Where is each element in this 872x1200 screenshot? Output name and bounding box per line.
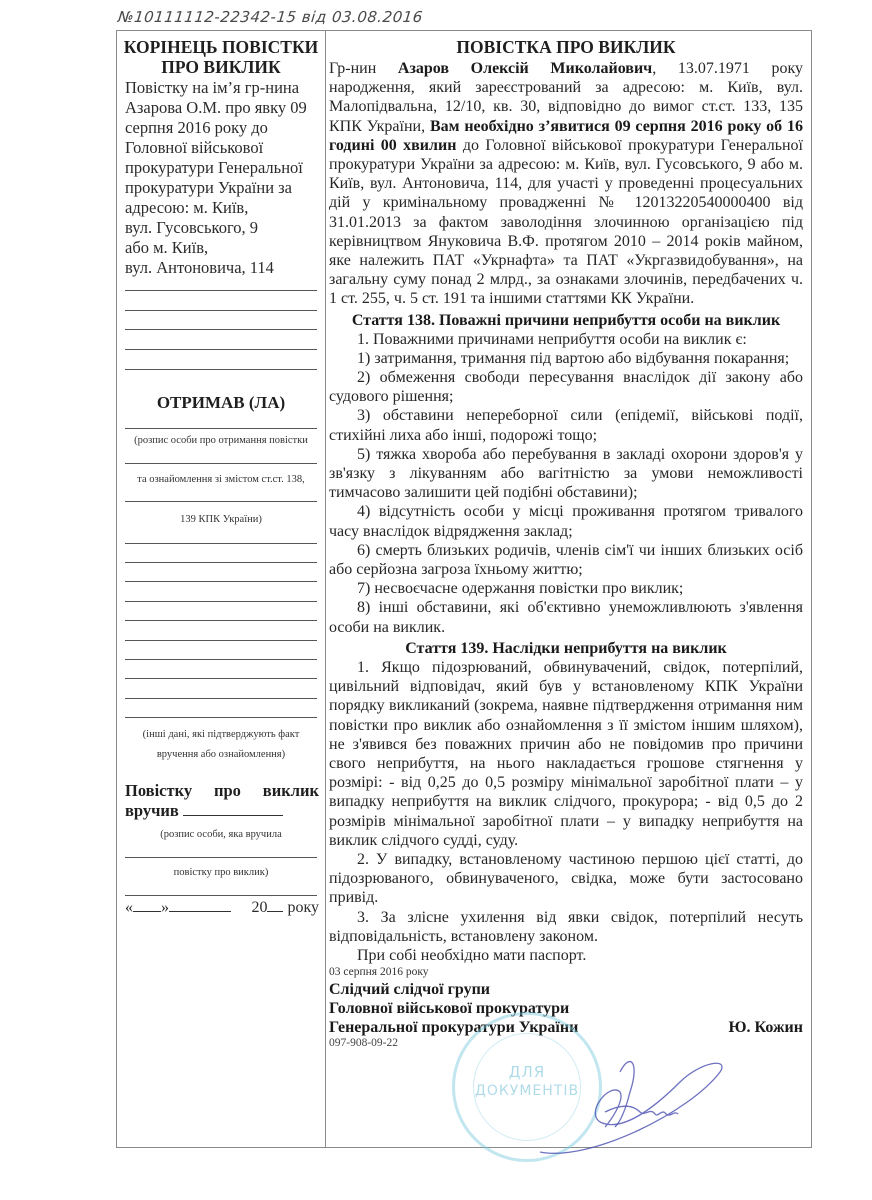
article-138-item: 7) несвоєчасне одержання повістки про виклик; xyxy=(357,580,684,598)
other-data-caption: (інші дані, які підтверджують факт xyxy=(142,729,300,740)
other-data-caption: вручення або ознайомлення) xyxy=(156,749,286,760)
intro-text: , 13.07.1971 року народження, який зареєстрований за адресою: м. Київ, вул. Малопідвальна, 12/10, кв. 30, відповідно до вимог ст.ст. 133, 135 КПК України, xyxy=(329,60,803,135)
summons-title: ПОВІСТКА ПРО ВИКЛИК xyxy=(456,37,676,57)
stub-text-line: прокуратури України за xyxy=(125,178,292,197)
stub-text-line: Повістку на ім’я гр-нина xyxy=(125,78,300,97)
blank-line xyxy=(125,369,317,370)
article-138-item: 3) обставини непереборної сили (епідемії, військові події, стихійні лиха або інші, подорожі тощо; xyxy=(329,407,803,444)
stub-text-line: вул. Гусовського, 9 xyxy=(125,218,259,237)
blank-line xyxy=(125,349,317,350)
delivery-date-field xyxy=(125,897,319,917)
signatory-title: Генеральної прокуратури України xyxy=(329,1019,579,1037)
delivered-caption: повістку про виклик) xyxy=(173,867,269,878)
signatory-name: Ю. Кожин xyxy=(728,1019,803,1037)
blank-line xyxy=(125,640,317,641)
stamp-text: ДЛЯ xyxy=(508,1063,546,1081)
date-quote: » xyxy=(161,899,169,916)
contact-phone: 097-908-09-22 xyxy=(329,1037,398,1050)
stub-text-line: або м. Київ, xyxy=(125,238,209,257)
signature-line xyxy=(125,895,317,896)
person-name: Азаров Олексій Миколайович xyxy=(397,60,653,77)
blank-line xyxy=(125,290,317,291)
passport-note: При собі необхідно мати паспорт. xyxy=(357,946,587,964)
blank-line xyxy=(125,562,317,563)
article-138-title: Стаття 138. Поважні причини неприбуття особи на виклик xyxy=(351,311,781,329)
year-suffix: року xyxy=(287,899,319,916)
year-blank xyxy=(267,897,283,912)
article-138-item: 6) смерть близьких родичів, членів сім'ї чи інших близьких осіб або серйозна загроза їхньому життю; xyxy=(329,541,803,579)
stub-text-line: прокуратури Генеральної xyxy=(125,158,303,177)
issue-date: 03 серпня 2016 року xyxy=(329,966,429,979)
blank-line xyxy=(125,543,317,544)
summons-intro xyxy=(329,59,803,309)
blank-line xyxy=(125,698,317,699)
stub-title-line1: КОРІНЕЦЬ ПОВІСТКИ xyxy=(123,37,319,57)
signatory-title: Слідчий слідчої групи xyxy=(329,981,491,999)
blank-line xyxy=(125,659,317,660)
stamp-text: ДОКУМЕНТІВ xyxy=(474,1083,580,1099)
article-139-item: 3. За злісне ухилення від явки свідок, потерпілий несуть відповідальність, встановлену законом. xyxy=(329,908,803,945)
stub-text-line: вул. Антоновича, 114 xyxy=(125,258,274,277)
blank-line xyxy=(125,717,317,718)
article-138-item: 1. Поважними причинами неприбуття особи на виклик є: xyxy=(357,330,747,348)
signature-caption: (розпис особи про отримання повістки xyxy=(134,435,308,446)
stub-text-line: серпня 2016 року до xyxy=(125,118,268,137)
stub-title xyxy=(123,37,319,77)
signature-line xyxy=(125,463,317,464)
intro-text: до Головної військової прокуратури Генеральної прокуратури України за адресою: м. Київ, вул. Гусовського, 9 або м. Київ, вул. Антоновича, 114, для участі у проведенні процесуальних дій у кримінальному провадженні № 12013220540000400 від 31.01.2013 за фактом заволодіння злочинною організацією під керівництвом Януковича В.Ф. протягом 2010 – 2014 років майном, яке належить ПАТ «Укрнафта» та ПАТ «Укргазвидобування», на загальну суму понад 2 млрд., за ознаками злочинів, передбачених ч. 1 ст. 255, ч. 5 ст. 191 та іншими статтями КК України. xyxy=(329,136,803,308)
signature-icon xyxy=(530,1052,730,1162)
blank-line xyxy=(125,620,317,621)
delivered-by-label xyxy=(125,781,319,821)
stub-description xyxy=(123,78,319,278)
article-138-item: 2) обмеження свободи пересування внаслідок дії закону або судового рішення; xyxy=(329,369,803,406)
delivered-word: виклик xyxy=(262,781,319,800)
blank-line xyxy=(125,329,317,330)
signature-line xyxy=(125,857,317,858)
article-139-item: 2. У випадку, встановленому частиною першою цієї статті, до підозрюваного, обвинуваченого, свідка, може бути застосовано привід. xyxy=(329,850,803,907)
summons-body xyxy=(329,31,803,1049)
signature-line xyxy=(125,428,317,429)
article-138-item: 4) відсутність особи у місці проживання протягом тривалого часу внаслідок відрядження заклад; xyxy=(329,503,803,540)
signature-caption: та ознайомлення зі змістом ст.ст. 138, xyxy=(137,474,305,485)
blank-line xyxy=(125,678,317,679)
received-heading: ОТРИМАВ (ЛА) xyxy=(156,393,286,412)
article-138-item: 1) затримання, тримання під вартою або відбування покарання; xyxy=(357,349,790,367)
stub-text-line: Головної військової xyxy=(125,138,264,157)
blank-line xyxy=(125,310,317,311)
handwritten-registration-number: №10111112-22342-15 від 03.08.2016 xyxy=(117,8,424,26)
signature-line xyxy=(125,501,317,502)
article-138-item: 5) тяжка хвороба або перебування в закладі охорони здоров'я у зв'язку з лікуванням або вагітністю за умови неможливості тимчасово залишити цей подібні обставини); xyxy=(329,445,803,502)
column-divider xyxy=(325,31,326,1147)
signatory-title: Головної військової прокуратури xyxy=(329,1000,570,1018)
stub-text-line: адресою: м. Київ, xyxy=(125,198,249,217)
year-prefix: 20 xyxy=(251,899,268,916)
date-quote: « xyxy=(125,899,133,916)
article-139-item: 1. Якщо підозрюваний, обвинувачений, свідок, потерпілий, цивільний відповідач, який був у встановленому КПК України порядку викликаний (зокрема, наявне підтвердження отримання ним повістки про виклик або ознайомлення з її змістом іншим шляхом), не з'явився без поважних причин або не повідомив про причини свого неприбуття, на нього накладається грошове стягнення у розмірі: - від 0,25 до 0,5 розміру мінімальної заробітної плати – у випадку неприбуття на виклик слідчого, прокурора; - від 0,5 до 2 розмірів мінімальної заробітної плати – у випадку неприбуття на виклик слідчого судді, суду. xyxy=(329,658,803,849)
day-blank xyxy=(133,897,161,912)
article-138-item: 8) інші обставини, які об'єктивно унеможливлюють з'явлення особи на виклик. xyxy=(329,599,803,636)
appointment-time: Вам необхідно з’явитися 09 серпня 2016 року об 16 годині 00 хвилин xyxy=(329,117,804,154)
summons-stub xyxy=(117,31,325,1147)
stub-title-line2: ПРО ВИКЛИК xyxy=(161,57,281,77)
delivered-word: вручив xyxy=(125,801,179,820)
delivered-caption: (розпис особи, яка вручила xyxy=(160,829,282,840)
blank-line xyxy=(125,601,317,602)
month-blank xyxy=(169,897,231,912)
summons-form xyxy=(116,30,812,1148)
article-139-title: Стаття 139. Наслідки неприбуття на виклик xyxy=(405,639,727,657)
stub-text-line: Азарова О.М. про явку 09 xyxy=(125,98,307,117)
delivered-word: Повістку xyxy=(125,781,193,800)
signature-caption: 139 КПК України) xyxy=(180,514,262,525)
blank-line xyxy=(125,581,317,582)
intro-text: Гр-нин xyxy=(329,60,398,77)
delivered-signature-blank xyxy=(183,801,283,816)
delivered-word: про xyxy=(213,781,241,800)
